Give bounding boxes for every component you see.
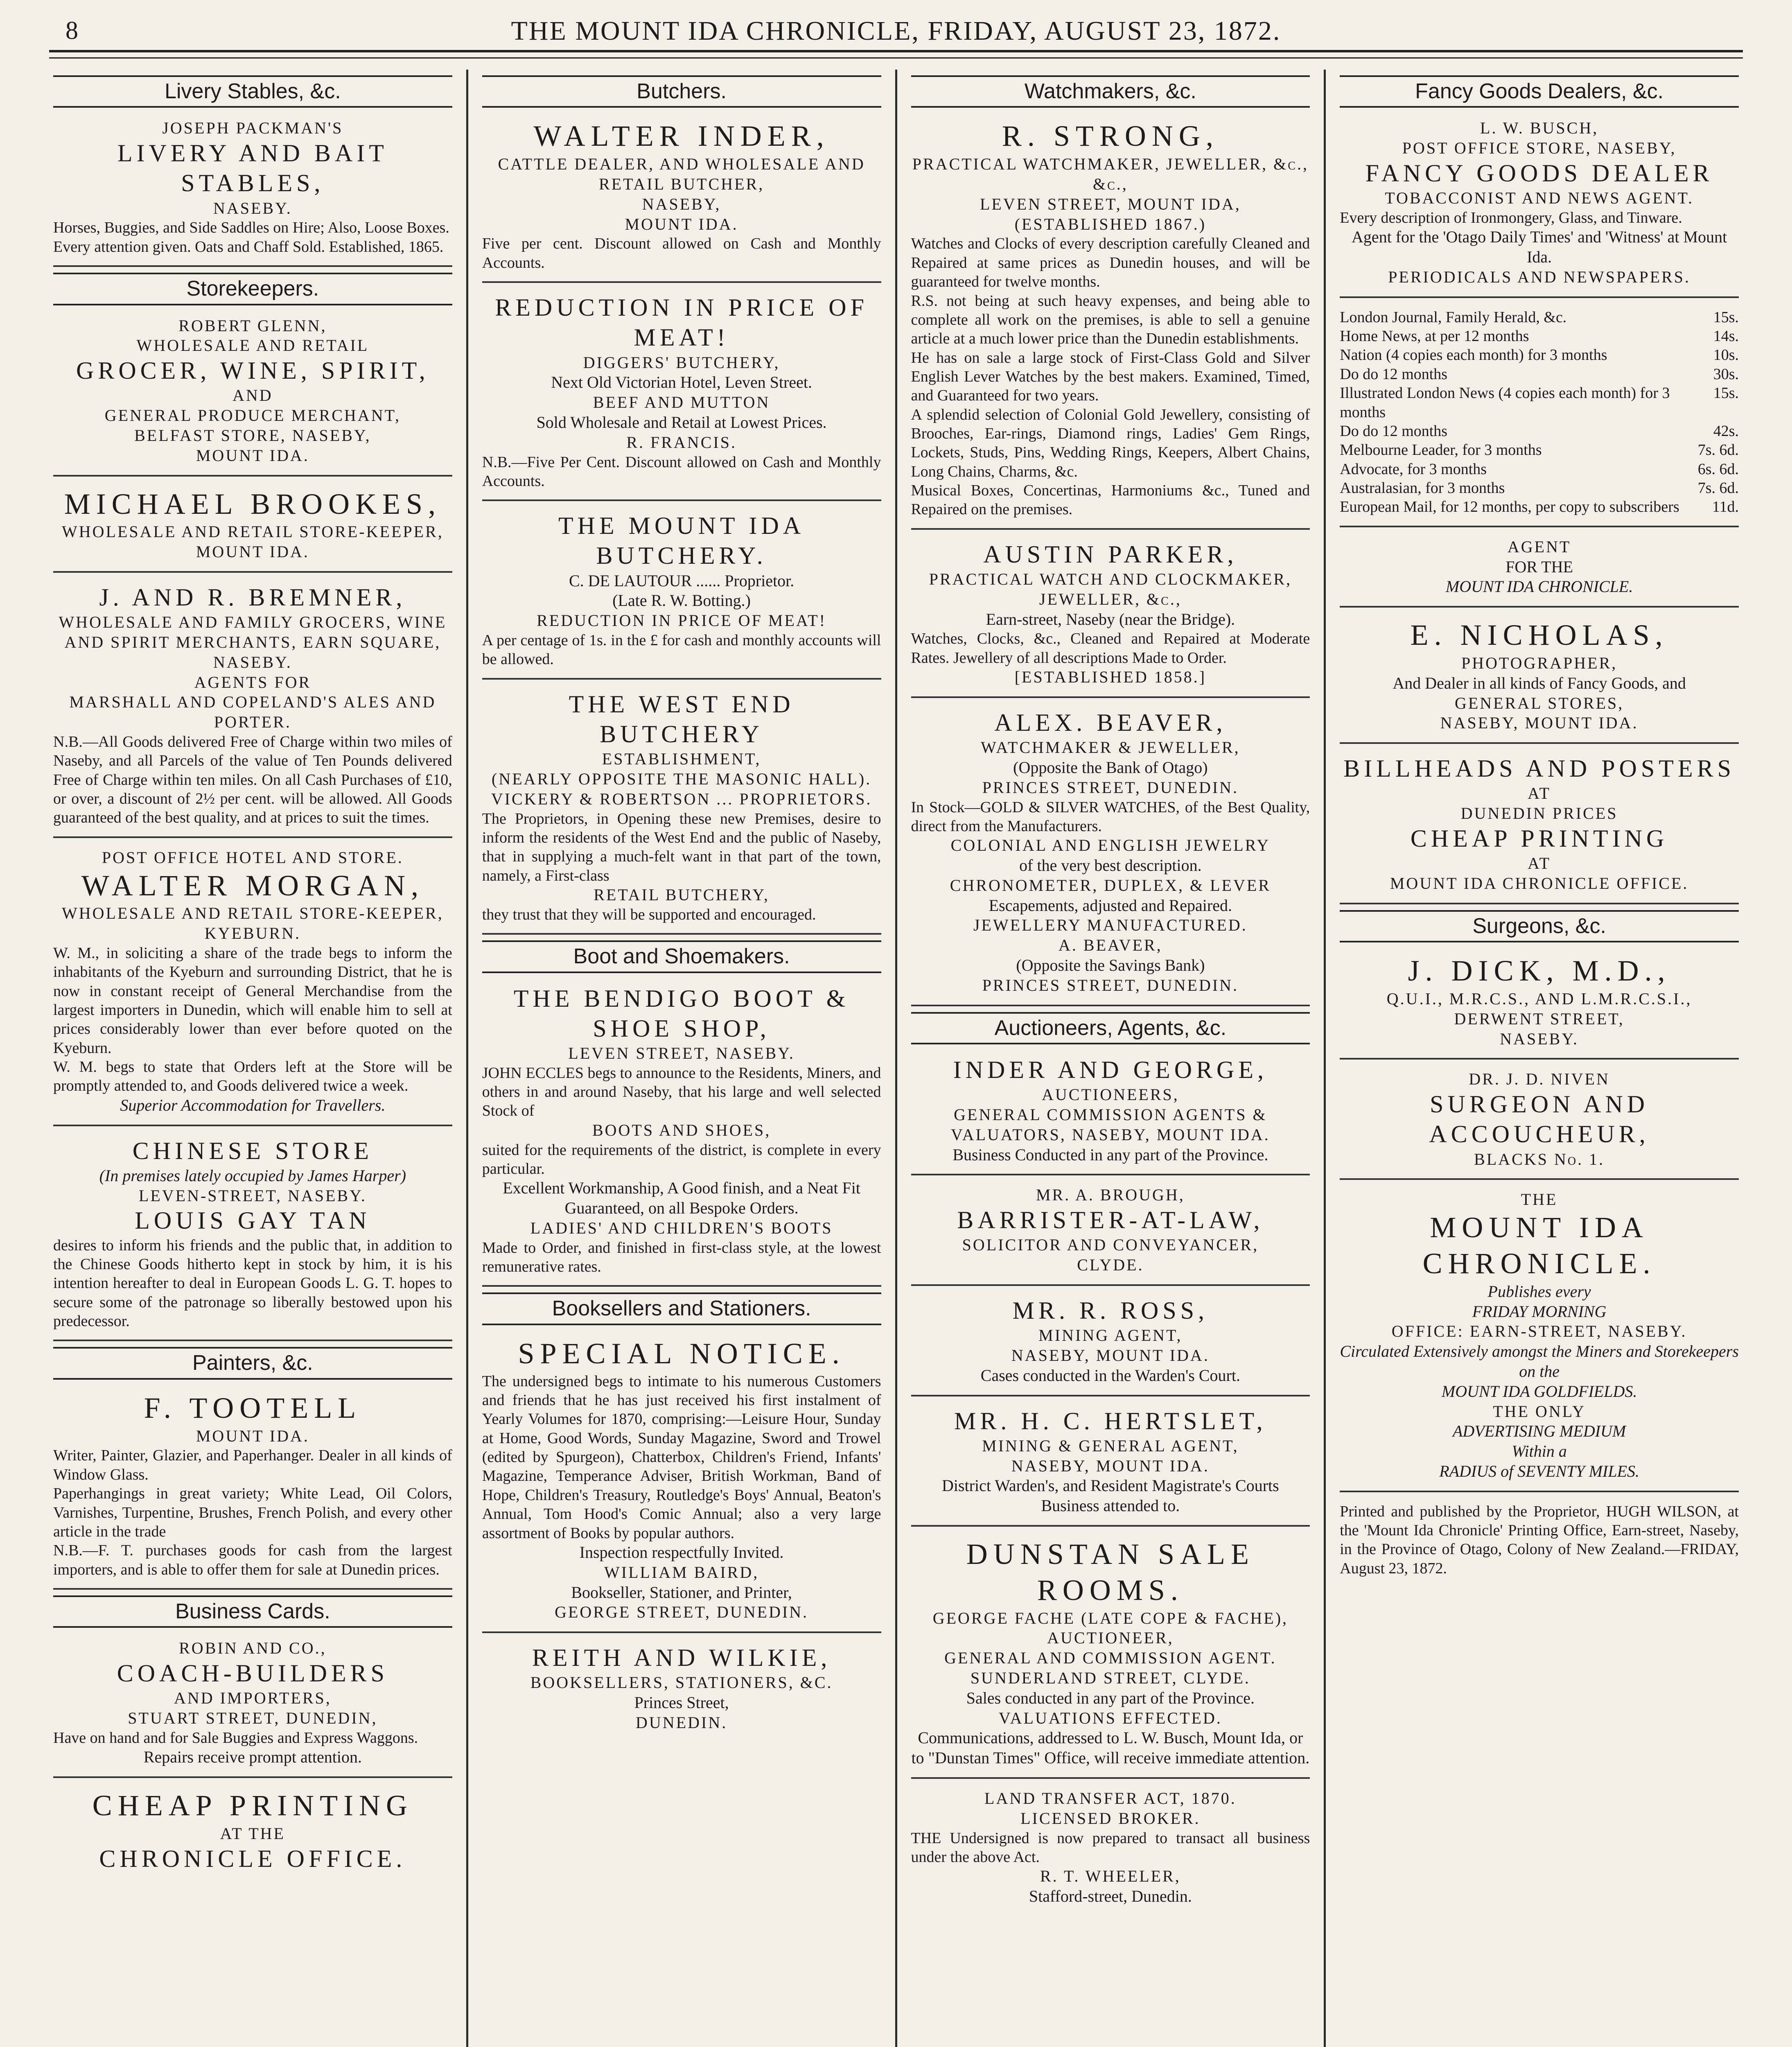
advertisement (53, 482, 452, 573)
ad-line: The undersigned begs to intimate to his numerous Customers and friends that he has just received his first instalment of Yearly Volumes for 1870, comprising:—Leisure Hour, Sunday at Home, Good Words, Sunday Magazine, Sword and Trowel (edited by Spurgeon), Chatterbox, Children's Friend, Infants' Magazine, Temperance Adviser, British Workman, Band of Hope, Children's Treasury, Routledge's Boys' Annual, Beaton's Annual, Tom Hood's Comic Annual; also a very large assortment of Books by popular authors. (482, 1372, 881, 1542)
ad-line: The Proprietors, in Opening these new Premises, desire to inform the residents of the West End and the public of Naseby, that in supplying a much-felt want in that part of the town, namely, a First-class (482, 810, 881, 884)
ad-line: POST OFFICE STORE, NASEBY, (1402, 139, 1677, 158)
ad-line: NASEBY. (213, 199, 292, 217)
ad-line: R. FRANCIS. (626, 433, 737, 452)
ad-line: GEORGE FACHE (LATE COPE & FACHE), (932, 1609, 1289, 1627)
ad-line: Musical Boxes, Concertinas, Harmoniums &c., Tuned and Repaired on the premises. (911, 482, 1310, 518)
column-4 (1324, 70, 1743, 2047)
section-heading: Auctioneers, Agents, &c. (911, 1012, 1310, 1044)
ad-line: COLONIAL AND ENGLISH JEWELRY (950, 836, 1271, 855)
ad-line: Princes Street, (634, 1693, 729, 1712)
ad-line: Paperhangings in great variety; White Lead, Oil Colors, Varnishes, Turpentine, Brushes, French Polish, and every other article in the trade (53, 1485, 452, 1540)
advertisement (53, 1132, 452, 1342)
ad-line: NASEBY, MOUNT IDA. (1011, 1456, 1210, 1475)
ad-line: DIGGERS' BUTCHERY, (583, 353, 780, 372)
ad-line: CHINESE STORE (132, 1137, 373, 1164)
price-row (1340, 365, 1739, 384)
advertisement (482, 1639, 881, 1742)
ad-line: PRINCES STREET, DUNEDIN. (982, 976, 1239, 994)
ad-line: GEORGE STREET, DUNEDIN. (555, 1603, 809, 1622)
ad-line: MR. H. C. HERTSLET, (954, 1407, 1267, 1435)
ad-line: Horses, Buggies, and Side Saddles on Hire; Also, Loose Boxes. (53, 219, 449, 237)
price-value: 10s. (1713, 346, 1739, 364)
advertisement (1340, 1065, 1739, 1180)
section-heading: Livery Stables, &c. (53, 75, 452, 108)
ad-line: MR. A. BROUGH, (1036, 1186, 1185, 1204)
ad-line: WHOLESALE AND RETAIL STORE-KEEPER, (62, 904, 444, 923)
advertisement (53, 844, 452, 1126)
ad-line: PRINCES STREET, DUNEDIN. (982, 778, 1239, 797)
ad-line: (ESTABLISHED 1867.) (1014, 215, 1207, 233)
ad-line: ADVERTISING MEDIUM (1453, 1422, 1626, 1441)
ad-line: J. AND R. BREMNER, (99, 583, 406, 611)
ad-line: NASEBY. (1500, 1029, 1579, 1048)
masthead-rule-thin (49, 57, 1743, 59)
ad-line: DUNEDIN. (636, 1713, 728, 1732)
ad-line: THE ONLY (1493, 1402, 1586, 1421)
ad-line: (Opposite the Bank of Otago) (1013, 758, 1208, 777)
price-item: Home News, at per 12 months (1340, 328, 1529, 345)
ad-line: of the very best description. (1019, 856, 1202, 875)
ad-line: Cases conducted in the Warden's Court. (980, 1366, 1240, 1385)
ad-line: REDUCTION IN PRICE OF MEAT! (495, 294, 868, 351)
masthead-rule (49, 50, 1743, 52)
ad-line: MOUNT IDA CHRONICLE OFFICE. (1390, 874, 1689, 892)
ad-line: N.B.—Five Per Cent. Discount allowed on Cash and Monthly Accounts. (482, 453, 881, 490)
ad-line: Stafford-street, Dunedin. (1029, 1887, 1192, 1906)
ad-line: MICHAEL BROOKES, (64, 487, 442, 520)
ad-line: FOR THE (1505, 557, 1573, 576)
ad-line: AND IMPORTERS, (174, 1689, 332, 1708)
ad-line: THE Undersigned is now prepared to transact all business under the above Act. (911, 1829, 1310, 1866)
ad-line: REDUCTION IN PRICE OF MEAT! (537, 611, 827, 630)
advertisement (911, 114, 1310, 529)
ad-line: NASEBY, (642, 194, 721, 213)
ad-line: CHRONOMETER, DUPLEX, & LEVER (950, 876, 1271, 895)
ad-line: And Dealer in all kinds of Fancy Goods, and (1393, 673, 1686, 692)
advertisement (482, 1332, 881, 1633)
ad-line: WALTER MORGAN, (81, 869, 424, 902)
ad-line: (In premises lately occupied by James Harper) (99, 1166, 406, 1185)
advertisement (1340, 750, 1739, 904)
price-row (1340, 327, 1739, 346)
ad-line: INDER AND GEORGE, (953, 1056, 1268, 1084)
ad-line: N.B.—F. T. purchases goods for cash from the largest importers, and is able to offer them for sale at Dunedin prices. (53, 1542, 452, 1578)
ad-line: AGENTS FOR (194, 673, 311, 691)
price-row (1340, 441, 1739, 459)
page-number: 8 (65, 17, 78, 45)
ad-line: MOUNT IDA. (625, 215, 738, 233)
ad-line: Inspection respectfully Invited. (579, 1543, 784, 1561)
ad-line: WHOLESALE AND FAMILY GROCERS, WINE AND SPIRIT MERCHANTS, EARN SQUARE, NASEBY. (59, 613, 447, 671)
ad-line: GROCER, WINE, SPIRIT, (76, 357, 429, 384)
ad-line: BLACKS No. 1. (1474, 1150, 1605, 1168)
price-item: Advocate, for 3 months (1340, 460, 1487, 478)
advertisement (482, 507, 881, 679)
advertisement (1340, 1186, 1739, 1492)
advertisement (53, 578, 452, 838)
ad-line: N.B.—All Goods delivered Free of Charge within two miles of Naseby, and all Parcels of the value of Ten Pounds delivered Free of Charge within ten miles. On all Cash Purchases of £10, or over, a discount of 2½ per cent. will be allowed. All Goods guaranteed of the best quality, and at prices to suit the times. (53, 733, 452, 827)
ad-line: VALUATIONS EFFECTED. (998, 1708, 1222, 1727)
section-heading: Watchmakers, &c. (911, 75, 1310, 108)
ad-line: MINING & GENERAL AGENT, (982, 1436, 1239, 1455)
section-heading: Business Cards. (53, 1595, 452, 1628)
ad-line: J. DICK, M.D., (1408, 954, 1671, 987)
ad-line: BOOTS AND SHOES, (592, 1121, 771, 1139)
ad-line: Writer, Painter, Glazier, and Paperhanger. Dealer in all kinds of Window Glass. (53, 1447, 452, 1483)
price-row (1340, 346, 1739, 364)
ad-line: MOUNT IDA. (196, 446, 309, 465)
ad-line: ESTABLISHMENT, (602, 750, 761, 768)
ad-line: POST OFFICE HOTEL AND STORE. (102, 848, 404, 867)
column-3 (895, 70, 1324, 2047)
masthead-title: THE MOUNT IDA CHRONICLE, FRIDAY, AUGUST 23, 1872. (511, 16, 1281, 46)
ad-line: BELFAST STORE, NASEBY, (134, 426, 371, 445)
advertisement (1340, 533, 1739, 608)
advertisement (482, 114, 881, 283)
ad-line: CHEAP PRINTING (92, 1789, 413, 1822)
ad-line: W. M., in soliciting a share of the trade begs to inform the inhabitants of the Kyeburn and surrounding District, that he is now in constant receipt of General Merchandise from the largest importers in Dunedin, which will enable him to sell at prices considerably lower than ever before quoted on the Kyeburn. (53, 944, 452, 1057)
section-heading: Butchers. (482, 75, 881, 108)
ad-line: DERWENT STREET, (1454, 1009, 1625, 1028)
advertisement (53, 114, 452, 267)
advertisement (1340, 613, 1739, 744)
ad-line: AGENT (1507, 537, 1571, 556)
column-1 (49, 70, 466, 2047)
price-row (1340, 308, 1739, 327)
ad-line: CHEAP PRINTING (1410, 825, 1668, 852)
ad-line: MOUNT IDA GOLDFIELDS. (1441, 1382, 1637, 1401)
price-item: Do do 12 months (1340, 365, 1448, 383)
ad-line: He has on sale a large stock of First-Class Gold and Silver English Lever Watches by the best makers. Examined, Timed, and Guaranteed for two years. (911, 349, 1310, 404)
ad-line: NASEBY, MOUNT IDA. (1440, 714, 1639, 732)
ad-line: CLYDE. (1077, 1256, 1144, 1274)
ad-line: GENERAL COMMISSION AGENTS & VALUATORS, NASEBY, MOUNT IDA. (950, 1105, 1270, 1144)
section-heading: Surgeons, &c. (1340, 910, 1739, 942)
column-2 (466, 70, 895, 2047)
ad-line: LADIES' AND CHILDREN'S BOOTS (530, 1218, 833, 1237)
price-value: 42s. (1713, 422, 1739, 440)
price-value: 7s. 6d. (1697, 479, 1739, 497)
ad-line: GENERAL STORES, (1454, 694, 1624, 712)
advertisement (482, 685, 881, 935)
section-heading: Boot and Shoemakers. (482, 940, 881, 973)
ad-line: Agent for the 'Otago Daily Times' and 'Witness' at Mount Ida. (1352, 228, 1727, 267)
ad-line: FANCY GOODS DEALER (1365, 160, 1713, 187)
ad-line: DUNSTAN SALE ROOMS. (966, 1537, 1255, 1606)
advertisement (1340, 1498, 1739, 1587)
ad-line: MR. R. ROSS, (1012, 1297, 1209, 1324)
ad-line: DUNEDIN PRICES (1460, 804, 1618, 823)
price-value: 14s. (1713, 328, 1739, 345)
ad-line: THE MOUNT IDA BUTCHERY. (558, 512, 805, 569)
ad-line: WHOLESALE AND RETAIL (136, 336, 369, 355)
advertisement (911, 1051, 1310, 1175)
ad-line: NASEBY, MOUNT IDA. (1011, 1346, 1210, 1365)
ad-line: ALEX. BEAVER, (994, 709, 1227, 736)
advertisement (1340, 114, 1739, 298)
ad-line: STUART STREET, DUNEDIN, (128, 1709, 378, 1728)
advertisement (53, 1386, 452, 1590)
price-row (1340, 497, 1739, 516)
ad-line: Q.U.I., M.R.C.S., AND L.M.R.C.S.I., (1386, 989, 1692, 1008)
ad-line: E. NICHOLAS, (1410, 619, 1668, 652)
ad-line: AUCTIONEERS, (1041, 1085, 1179, 1104)
ad-line: REITH AND WILKIE, (532, 1644, 831, 1672)
section-heading: Fancy Goods Dealers, &c. (1340, 75, 1739, 108)
ad-line: Bookseller, Stationer, and Printer, (571, 1583, 792, 1602)
ad-line: Printed and published by the Proprietor, HUGH WILSON, at the 'Mount Ida Chronicle' Printing Office, Earn-street, Naseby, in the Province of Otago, Colony of New Zealand.—FRIDAY, August 23, 1872. (1340, 1502, 1739, 1577)
advertisement (911, 1292, 1310, 1396)
ad-line: PHOTOGRAPHER, (1461, 653, 1618, 672)
ad-line: Next Old Victorian Hotel, Leven Street. (551, 373, 812, 392)
ad-line: LAND TRANSFER ACT, 1870. (984, 1789, 1237, 1808)
ad-line: In Stock—GOLD & SILVER WATCHES, of the Best Quality, direct from the Manufacturers. (911, 798, 1310, 835)
ad-line: LICENSED BROKER. (1020, 1809, 1201, 1828)
ad-line: Every attention given. Oats and Chaff Sold. Established, 1865. (53, 238, 444, 255)
price-item: Melbourne Leader, for 3 months (1340, 441, 1542, 459)
section-heading: Booksellers and Stationers. (482, 1292, 881, 1325)
ad-line: THE BENDIGO BOOT & SHOE SHOP, (513, 985, 850, 1042)
ad-line: (Late R. W. Botting.) (612, 591, 751, 610)
ad-line: COACH-BUILDERS (117, 1660, 389, 1687)
ad-line: JEWELLERY MANUFACTURED. (973, 916, 1248, 935)
advertisement (911, 1181, 1310, 1286)
advertisement (911, 1532, 1310, 1779)
ad-line: Watches, Clocks, &c., Cleaned and Repaired at Moderate Rates. Jewellery of all descriptions Made to Order. (911, 630, 1310, 667)
ad-line: Sales conducted in any part of the Province. (966, 1688, 1255, 1707)
ad-line: Watches and Clocks of every description carefully Cleaned and Repaired at same prices as Dunedin houses, and will be guaranteed for twelve months. (911, 235, 1310, 291)
price-item: European Mail, for 12 months, per copy to subscribers (1340, 498, 1679, 516)
ad-line: PERIODICALS AND NEWSPAPERS. (1388, 267, 1691, 286)
ad-line: Earn-street, Naseby (near the Bridge). (986, 610, 1235, 628)
ad-line: OFFICE: EARN-STREET, NASEBY. (1391, 1322, 1687, 1341)
ad-line: MOUNT IDA CHRONICLE. (1445, 577, 1633, 596)
ad-line: Five per cent. Discount allowed on Cash and Monthly Accounts. (482, 235, 881, 271)
ad-line: Every description of Ironmongery, Glass, and Tinware. (1340, 209, 1682, 227)
ad-line: VICKERY & ROBERTSON ... PROPRIETORS. (491, 789, 872, 808)
price-item: Do do 12 months (1340, 422, 1448, 440)
price-item: London Journal, Family Herald, &c. (1340, 308, 1567, 326)
ad-line: THE WEST END BUTCHERY (569, 690, 794, 748)
ad-line: THE (1521, 1190, 1558, 1209)
ad-line: CHRONICLE OFFICE. (99, 1845, 406, 1872)
advertisement (911, 1402, 1310, 1527)
ad-line: WATCHMAKER & JEWELLER, (981, 738, 1240, 757)
ad-line: KYEBURN. (204, 924, 301, 943)
ad-line: Within a (1512, 1442, 1567, 1461)
ad-line: GENERAL PRODUCE MERCHANT, (104, 406, 401, 425)
price-item: Nation (4 copies each month) for 3 months (1340, 346, 1607, 364)
ad-line: JOSEPH PACKMAN'S (162, 119, 343, 138)
ad-line: Sold Wholesale and Retail at Lowest Prices. (536, 413, 827, 432)
ad-line: LEVEN STREET, MOUNT IDA, (980, 194, 1241, 213)
section-heading: Storekeepers. (53, 273, 452, 305)
ad-line: desires to inform his friends and the public that, in addition to the Chinese Goods hitherto kept in stock by him, it is his intention hereafter to deal in European Goods L. G. T. hopes to secure some of the patronage so liberally bestowed upon his predecessor. (53, 1236, 452, 1330)
ad-line: FRIDAY MORNING (1472, 1302, 1607, 1321)
ad-line: DR. J. D. NIVEN (1469, 1070, 1610, 1089)
ad-line: AT (1528, 784, 1551, 803)
ad-line: A per centage of 1s. in the £ for cash and monthly accounts will be allowed. (482, 632, 881, 668)
price-row (1340, 422, 1739, 441)
ad-line: MARSHALL AND COPELAND'S ALES AND PORTER. (69, 693, 436, 732)
ad-line: A. BEAVER, (1058, 936, 1162, 955)
ad-line: W. M. begs to state that Orders left at the Store will be promptly attended to, and Goods delivered twice a week. (53, 1058, 452, 1095)
ad-line: TOBACCONIST AND NEWS AGENT. (1385, 189, 1694, 208)
ad-line: LOUIS GAY TAN (135, 1207, 371, 1234)
ad-line: WHOLESALE AND RETAIL STORE-KEEPER, (62, 522, 444, 541)
ad-line: BOOKSELLERS, STATIONERS, &C. (530, 1673, 833, 1692)
price-list (1340, 304, 1739, 527)
advertisement (482, 980, 881, 1287)
ad-line: MOUNT IDA. (196, 1426, 309, 1445)
ad-line: Business Conducted in any part of the Province. (952, 1145, 1268, 1164)
ad-line: R. STRONG, (1002, 120, 1219, 153)
advertisement (1340, 949, 1739, 1060)
ad-line: [ESTABLISHED 1858.] (1014, 668, 1207, 687)
ad-line: SOLICITOR AND CONVEYANCER, (962, 1236, 1259, 1254)
ad-line: Excellent Workmanship, A Good finish, and a Neat Fit Guaranteed, on all Bespoke Orders. (503, 1179, 860, 1218)
ad-line: BILLHEADS AND POSTERS (1343, 755, 1735, 782)
ad-line: JOHN ECCLES begs to announce to the Residents, Miners, and others in and around Naseby, that his large and well selected Stock of (482, 1064, 881, 1120)
ad-line: SPECIAL NOTICE. (518, 1337, 845, 1370)
advertisement (53, 1634, 452, 1778)
price-value: 7s. 6d. (1697, 441, 1739, 459)
ad-line: Superior Accommodation for Travellers. (120, 1096, 386, 1114)
ad-line: Made to Order, and finished in first-class style, at the lowest remunerative rates. (482, 1239, 881, 1276)
ad-line: BARRISTER-AT-LAW, (957, 1207, 1264, 1234)
advertisement (53, 312, 452, 477)
ad-line: LEVEN STREET, NASEBY. (568, 1044, 795, 1062)
ad-line: Escapements, adjusted and Repaired. (989, 896, 1232, 915)
price-value: 6s. 6d. (1697, 460, 1739, 478)
ad-line: WALTER INDER, (533, 120, 830, 153)
ad-line: MINING AGENT, (1038, 1326, 1183, 1345)
advertisement (911, 704, 1310, 1006)
ad-line: Circulated Extensively amongst the Miners and Storekeepers on the (1340, 1342, 1739, 1380)
ad-line: AT THE (220, 1824, 285, 1843)
price-row (1340, 384, 1739, 422)
advertisement (911, 1785, 1310, 1916)
ad-line: LIVERY AND BAIT STABLES, (117, 140, 388, 197)
ad-line: RETAIL BUTCHERY, (594, 885, 770, 904)
ad-line: District Warden's, and Resident Magistrate's Courts Business attended to. (942, 1476, 1279, 1515)
columns-grid (49, 70, 1743, 2047)
ad-line: CATTLE DEALER, AND WHOLESALE AND RETAIL BUTCHER, (498, 155, 865, 194)
ad-line: PRACTICAL WATCH AND CLOCKMAKER, JEWELLER, &c., (929, 570, 1292, 608)
ad-line: MOUNT IDA CHRONICLE. (1422, 1211, 1656, 1280)
price-row (1340, 460, 1739, 479)
ad-line: F. TOOTELL (144, 1391, 362, 1424)
ad-line: AUCTIONEER, (1047, 1629, 1174, 1647)
ad-line: Communications, addressed to L. W. Busch, Mount Ida, or to "Dunstan Times" Office, will receive immediate attention. (911, 1728, 1310, 1767)
ad-line: (NEARLY OPPOSITE THE MASONIC HALL). (492, 769, 872, 788)
ad-line: SUNDERLAND STREET, CLYDE. (970, 1669, 1250, 1687)
price-item: Illustrated London News (4 copies each month) for 3 months (1340, 384, 1670, 421)
section-heading: Painters, &c. (53, 1347, 452, 1379)
ad-line: AND (232, 386, 273, 405)
ad-line: L. W. BUSCH, (1480, 119, 1599, 138)
ad-line: ROBERT GLENN, (178, 316, 327, 335)
price-value: 15s. (1713, 308, 1739, 326)
ad-line: WILLIAM BAIRD, (604, 1563, 759, 1582)
ad-line: they trust that they will be supported and encouraged. (482, 906, 816, 923)
ad-line: Repairs receive prompt attention. (143, 1748, 362, 1767)
price-value: 11d. (1712, 498, 1739, 516)
ad-line: MOUNT IDA. (196, 542, 309, 561)
ad-line: SURGEON AND ACCOUCHEUR, (1429, 1091, 1650, 1148)
ad-line: GENERAL AND COMMISSION AGENT. (944, 1649, 1277, 1667)
ad-line: C. DE LAUTOUR ...... Proprietor. (569, 571, 794, 590)
ad-line: R.S. not being at such heavy expenses, and being able to complete all work on the premises, is able to sell a genuine article at a much lower price than the Dunedin establishments. (911, 292, 1310, 348)
price-row (1340, 479, 1739, 497)
ad-line: BEEF AND MUTTON (593, 393, 770, 412)
ad-line: A splendid selection of Colonial Gold Jewellery, consisting of Brooches, Ear-rings, Diamond rings, Ladies' Gem Rings, Lockets, Studs, Pins, Wedding Rings, Keepers, Albert Chains, Long Chains, Charms, &c. (911, 406, 1310, 480)
advertisement (911, 535, 1310, 698)
ad-line: (Opposite the Savings Bank) (1016, 956, 1205, 975)
ad-line: LEVEN-STREET, NASEBY. (138, 1186, 367, 1205)
ad-line: PRACTICAL WATCHMAKER, JEWELLER, &c., &c., (912, 155, 1309, 194)
price-item: Australasian, for 3 months (1340, 479, 1505, 497)
ad-line: RADIUS of SEVENTY MILES. (1439, 1462, 1640, 1480)
ad-line: suited for the requirements of the district, is complete in every particular. (482, 1141, 881, 1177)
price-value: 15s. (1713, 384, 1739, 402)
ad-line: AUSTIN PARKER, (983, 540, 1238, 568)
ad-line: AT (1528, 854, 1551, 873)
advertisement (482, 289, 881, 501)
ad-line: Have on hand and for Sale Buggies and Express Waggons. (53, 1729, 418, 1747)
ad-line: ROBIN AND CO., (179, 1639, 327, 1658)
price-value: 30s. (1713, 365, 1739, 383)
ad-line: Publishes every (1487, 1282, 1591, 1301)
advertisement (53, 1784, 452, 1883)
ad-line: R. T. WHEELER, (1040, 1867, 1181, 1886)
